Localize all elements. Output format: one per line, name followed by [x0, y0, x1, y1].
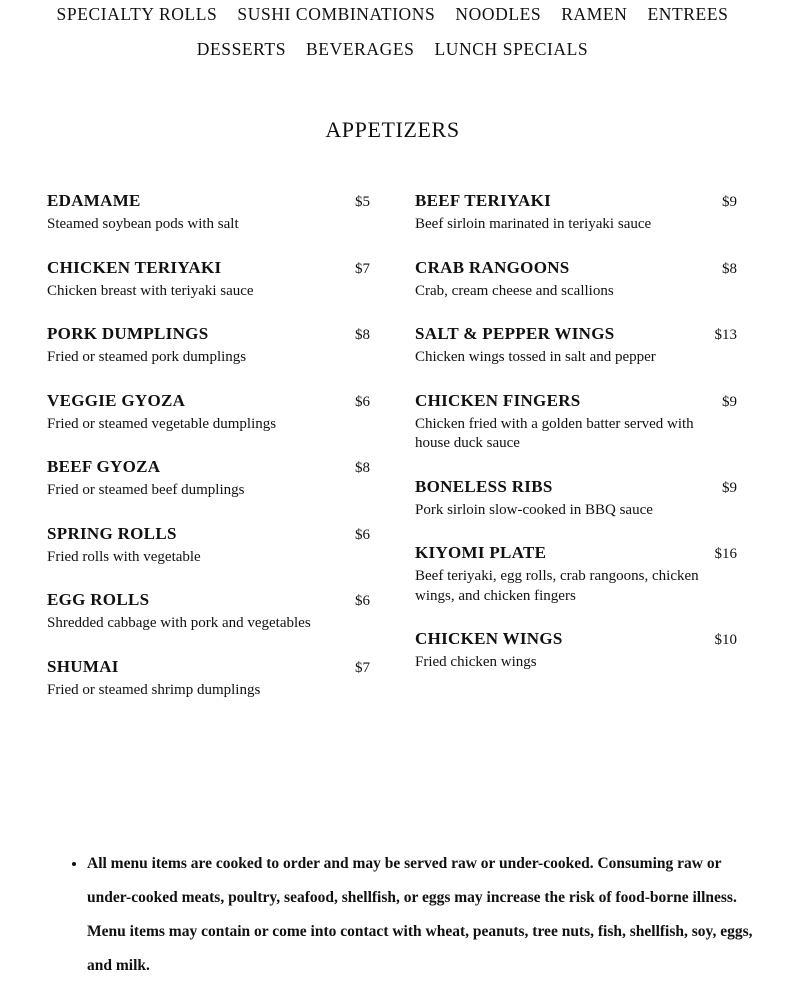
menu-item-price: $5 [355, 194, 370, 210]
nav-link-noodles[interactable]: NOODLES [455, 4, 542, 24]
menu-item-description: Fried or steamed shrimp dumplings [47, 681, 261, 698]
menu-item-price: $7 [355, 260, 370, 277]
menu-column-right [415, 190, 737, 695]
menu-item-header [47, 323, 370, 346]
menu-item [415, 257, 737, 302]
menu-item-header [415, 323, 737, 346]
menu-item-header [47, 589, 370, 612]
menu-item [47, 390, 370, 435]
menu-notes [70, 847, 767, 983]
menu-item-header [47, 390, 370, 413]
menu-item-description: Shredded cabbage with pork and vegetables [47, 615, 311, 631]
nav-link-sushi-combinations[interactable]: SUSHI COMBINATIONS [237, 4, 436, 24]
menu-item-name: EDAMAME [47, 191, 141, 210]
menu-item-header [47, 523, 370, 546]
category-nav-row-1 [0, 3, 785, 25]
menu-item-name: CHICKEN WINGS [415, 629, 563, 648]
menu-item-header [415, 476, 737, 499]
menu-item-header [415, 190, 737, 213]
menu-item [415, 190, 737, 235]
menu-item-header [47, 257, 370, 280]
menu-item-description: Fried or steamed beef dumplings [47, 482, 245, 498]
menu-item-price: $8 [722, 260, 737, 277]
menu-item [415, 542, 737, 606]
menu-item-name: SHUMAI [47, 656, 119, 676]
menu-item-description: Beef sirloin marinated in teriyaki sauce [415, 216, 652, 232]
nav-link-specialty-rolls[interactable]: SPECIALTY ROLLS [56, 4, 218, 24]
menu-item-name: VEGGIE GYOZA [47, 390, 186, 410]
menu-item-name: CHICKEN TERIYAKI [47, 257, 222, 277]
menu-item-name: BEEF TERIYAKI [415, 191, 552, 210]
section-title: APPETIZERS [325, 117, 460, 142]
menu-item-header [415, 257, 737, 280]
menu-item-name: PORK DUMPLINGS [47, 324, 209, 343]
menu-item-description: Fried or steamed pork dumplings [47, 349, 247, 365]
menu-item-header [415, 542, 737, 565]
menu-item-name: BONELESS RIBS [415, 476, 553, 496]
menu-item-header [47, 456, 370, 479]
category-nav-row-2 [0, 38, 785, 60]
menu-item-name: SALT & PEPPER WINGS [415, 324, 615, 343]
menu-item [47, 589, 370, 634]
menu-item-name: CHICKEN FINGERS [415, 390, 581, 410]
menu-item-name: KIYOMI PLATE [415, 543, 547, 562]
notes-item: • All menu items are cooked to order and may be served raw or under-cooked. Consuming raw or under-cooked meats, poultry, seafood, shellfish, or eggs may increase the risk of food-borne illness. Menu items may contain or come into contact with wheat, peanuts, tree nuts, fish, shellfish, soy, eggs, and milk. [87, 847, 767, 983]
menu-item-price: $16 [714, 546, 737, 562]
menu-item-description: Chicken wings tossed in salt and pepper [415, 349, 656, 365]
menu-item-price: $9 [722, 194, 737, 210]
menu-item-name: BEEF GYOZA [47, 457, 161, 476]
menu-item [415, 390, 737, 454]
nav-link-entrees[interactable]: ENTREES [647, 4, 729, 24]
menu-item-description: Crab, cream cheese and scallions [415, 282, 614, 299]
menu-item-header [415, 628, 737, 651]
menu-item [415, 628, 737, 673]
menu-item-price: $9 [722, 393, 737, 410]
menu-item-description: Fried chicken wings [415, 654, 537, 670]
menu-item-price: $13 [714, 327, 737, 343]
menu-item-header [415, 390, 737, 413]
nav-link-ramen[interactable]: RAMEN [561, 4, 628, 24]
menu-item-price: $6 [355, 526, 370, 543]
menu-item [47, 523, 370, 568]
nav-link-desserts[interactable]: DESSERTS [196, 39, 287, 59]
menu-item-price: $9 [722, 479, 737, 496]
menu-item-price: $8 [355, 460, 370, 476]
menu-item-description: Fried or steamed vegetable dumplings [47, 415, 277, 432]
menu-item-price: $6 [355, 393, 370, 410]
menu-item [47, 656, 370, 701]
menu-item-header [47, 656, 370, 679]
menu-item-description: Fried rolls with vegetable [47, 548, 201, 565]
menu-item [47, 190, 370, 235]
menu-item-description: Steamed soybean pods with salt [47, 216, 239, 232]
menu-item-name: EGG ROLLS [47, 590, 150, 609]
menu-item-price: $8 [355, 327, 370, 343]
menu-item-price: $6 [355, 593, 370, 609]
menu-item-price: $7 [355, 659, 370, 676]
menu-item-name: SPRING ROLLS [47, 523, 177, 543]
menu-item [47, 257, 370, 302]
nav-link-beverages[interactable]: BEVERAGES [306, 39, 415, 59]
menu-column-left [47, 190, 370, 722]
menu-item [415, 323, 737, 368]
menu-item-description: Chicken breast with teriyaki sauce [47, 282, 254, 299]
menu-item-price: $10 [714, 632, 737, 648]
menu-item-description: Chicken fried with a golden batter served with house duck sauce [415, 415, 694, 451]
menu-item [47, 456, 370, 501]
menu-item-name: CRAB RANGOONS [415, 257, 570, 277]
menu-item [47, 323, 370, 368]
menu-item-header [47, 190, 370, 213]
menu-item-description: Pork sirloin slow-cooked in BBQ sauce [415, 501, 653, 518]
nav-link-lunch-specials[interactable]: LUNCH SPECIALS [434, 39, 589, 59]
menu-item-description: Beef teriyaki, egg rolls, crab rangoons, chicken wings, and chicken fingers [415, 568, 699, 604]
menu-item [415, 476, 737, 521]
